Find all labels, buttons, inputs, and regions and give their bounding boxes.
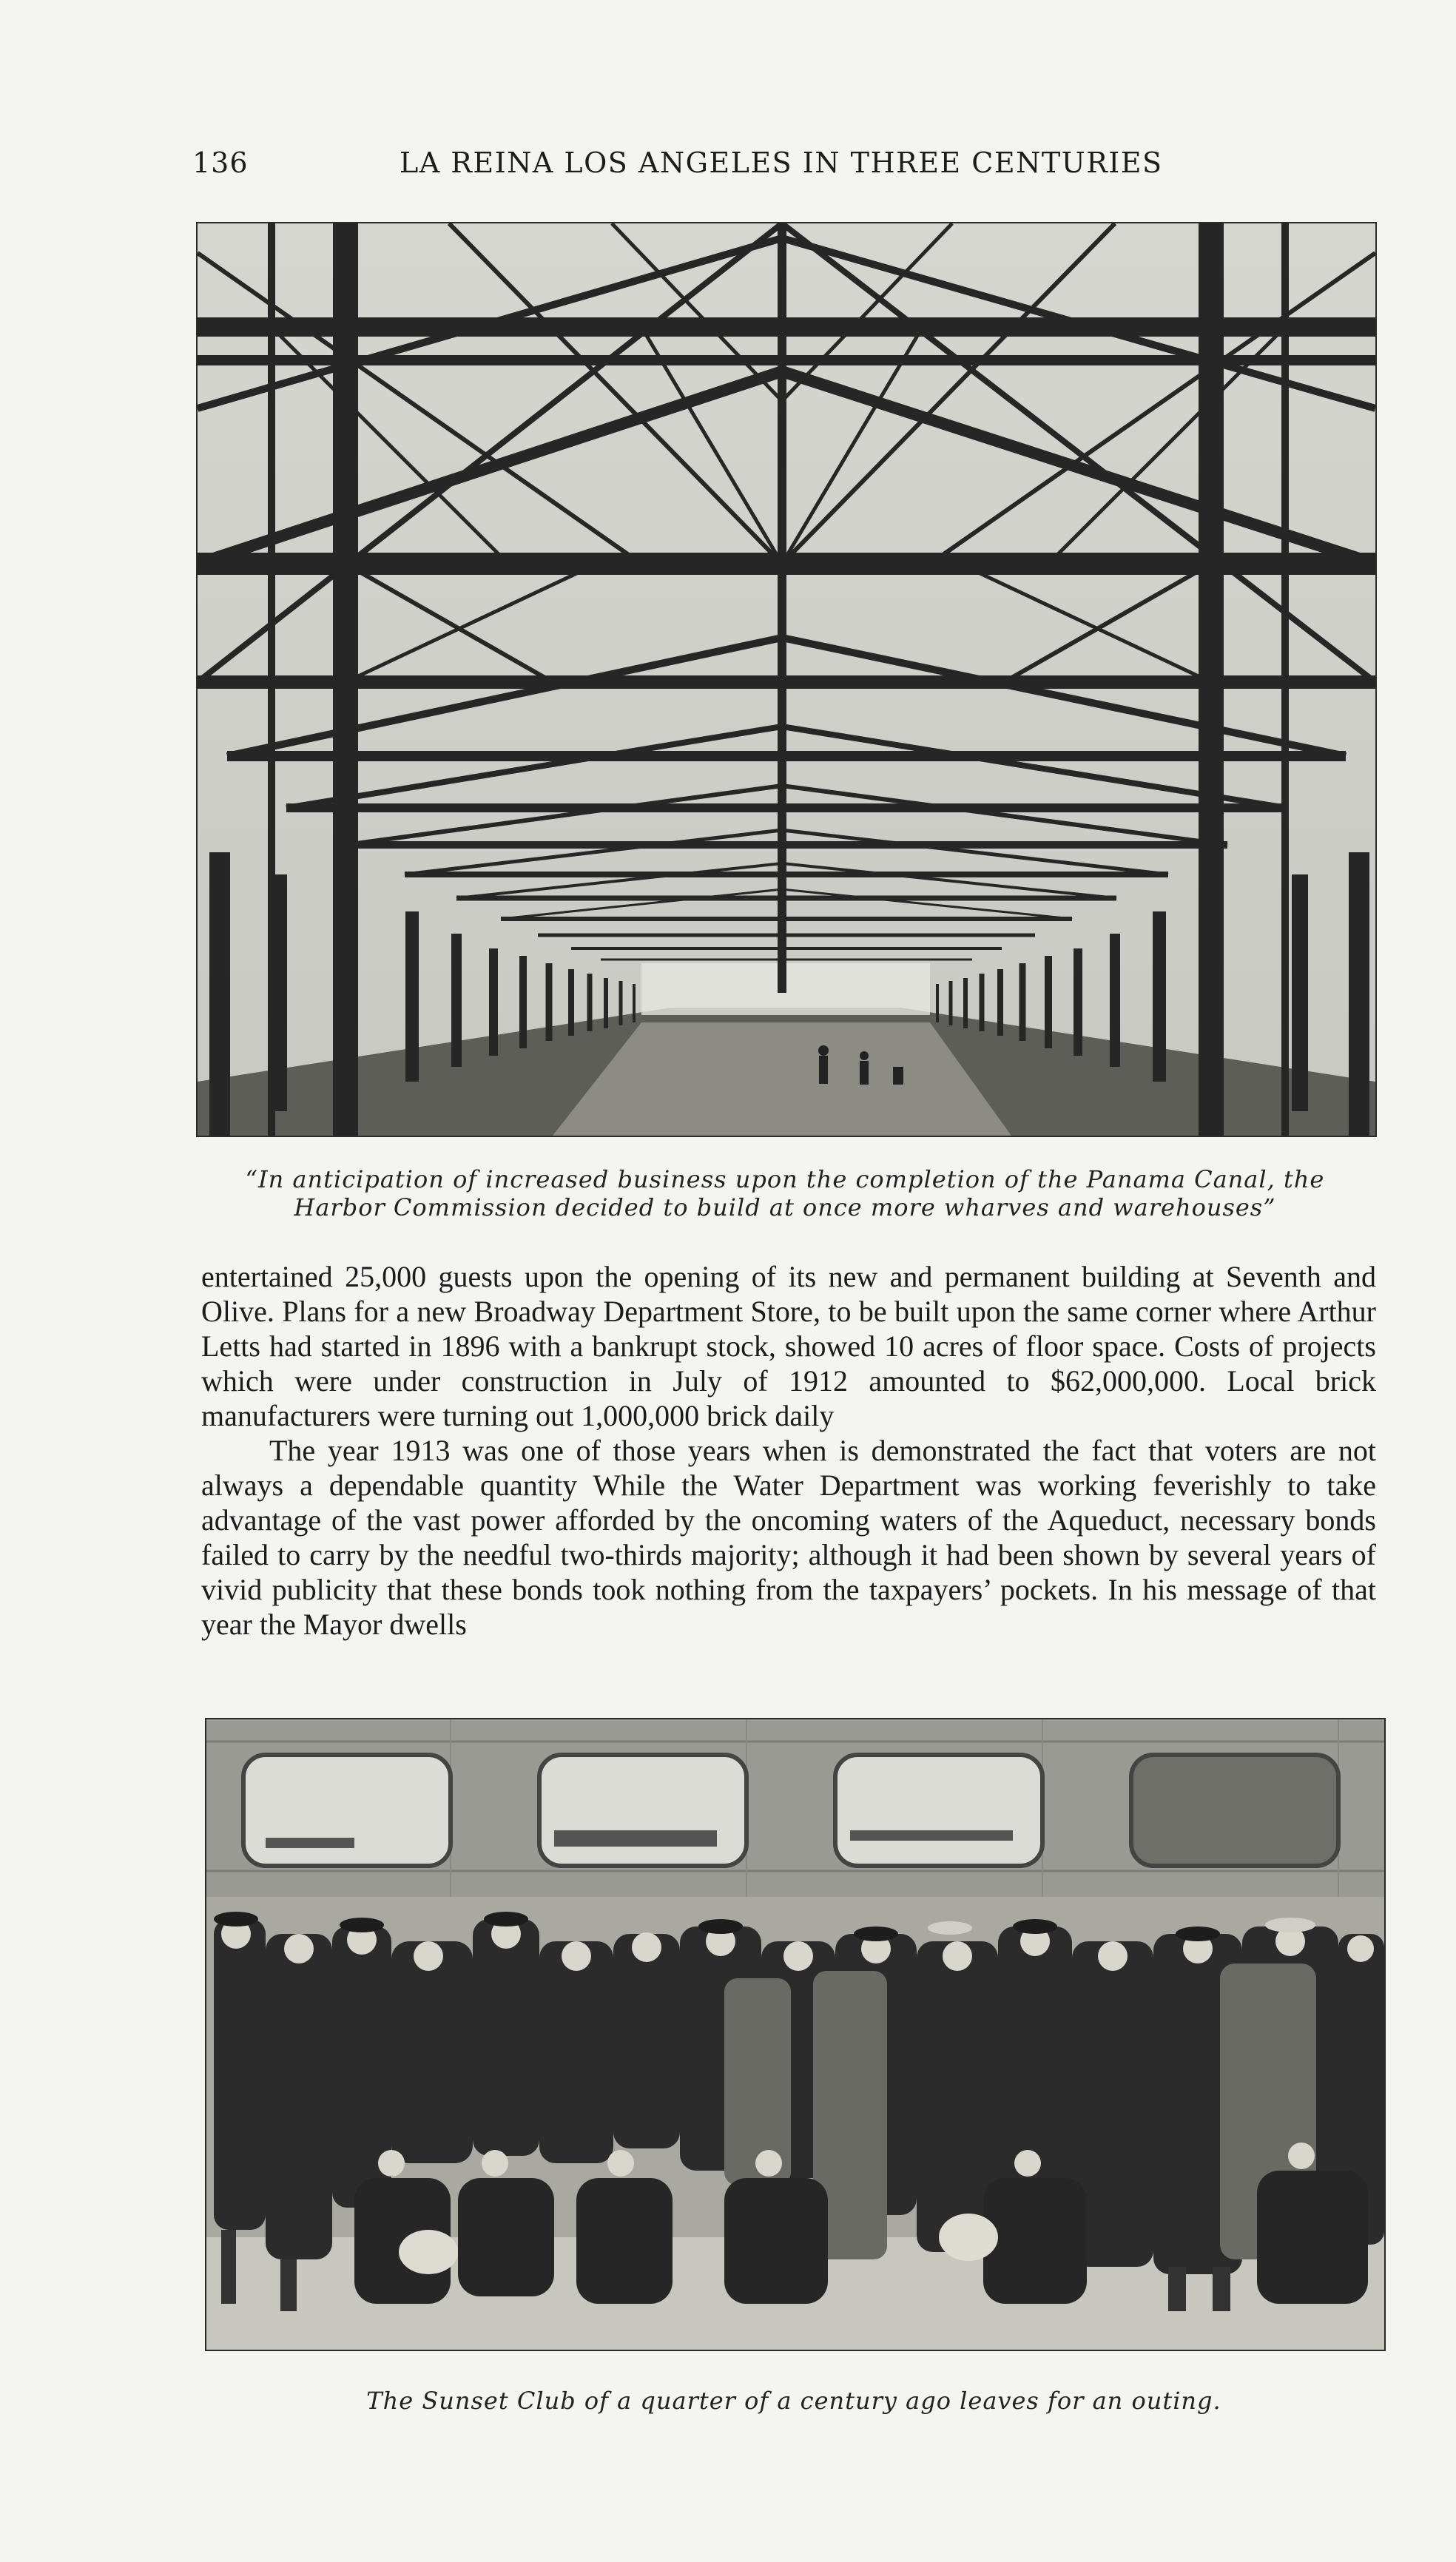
body-text xyxy=(201,1259,1376,1642)
warehouse-frame-photo xyxy=(196,222,1377,1137)
page-number: 136 xyxy=(192,146,249,179)
page-header xyxy=(192,146,1376,191)
figure-caption-harbor: “In anticipation of increased business upon the completion of the Panama Canal, the Harbor Commission decided to build at once more wharves and warehouses” xyxy=(245,1165,1325,1221)
running-head: LA REINA LOS ANGELES IN THREE CENTURIES xyxy=(400,146,1163,179)
figure-caption-sunset-club: The Sunset Club of a quarter of a century ago leaves for an outing. xyxy=(366,2387,1221,2415)
warehouse-frame-illustration xyxy=(198,223,1375,1136)
paragraph: entertained 25,000 guests upon the opening of its new and permanent building at Seventh and Olive. Plans for a new Broadway Department Store, to be built upon the same corner where Arthur Letts had started in 1896 with a bankrupt stock, showed 10 acres of floor space. Costs of projects which were under construction in July of 1912 amounted to $62,000,000. Local brick manufacturers were turning out 1,000,000 brick daily xyxy=(201,1260,1376,1432)
group-photo-illustration xyxy=(206,1719,1384,2350)
sunset-club-group-photo xyxy=(205,1718,1386,2351)
paragraph: The year 1913 was one of those years when is demonstrated the fact that voters are not always a dependable quantity While the Water Department was working feverishly to take advantage of the vast power afforded by the oncoming waters of the Aqueduct, necessary bonds failed to carry by the needful two-thirds majority; although it had been shown by several years of vivid publicity that these bonds took nothing from the taxpayers’ pockets. In his message of that year the Mayor dwells xyxy=(201,1434,1376,1641)
